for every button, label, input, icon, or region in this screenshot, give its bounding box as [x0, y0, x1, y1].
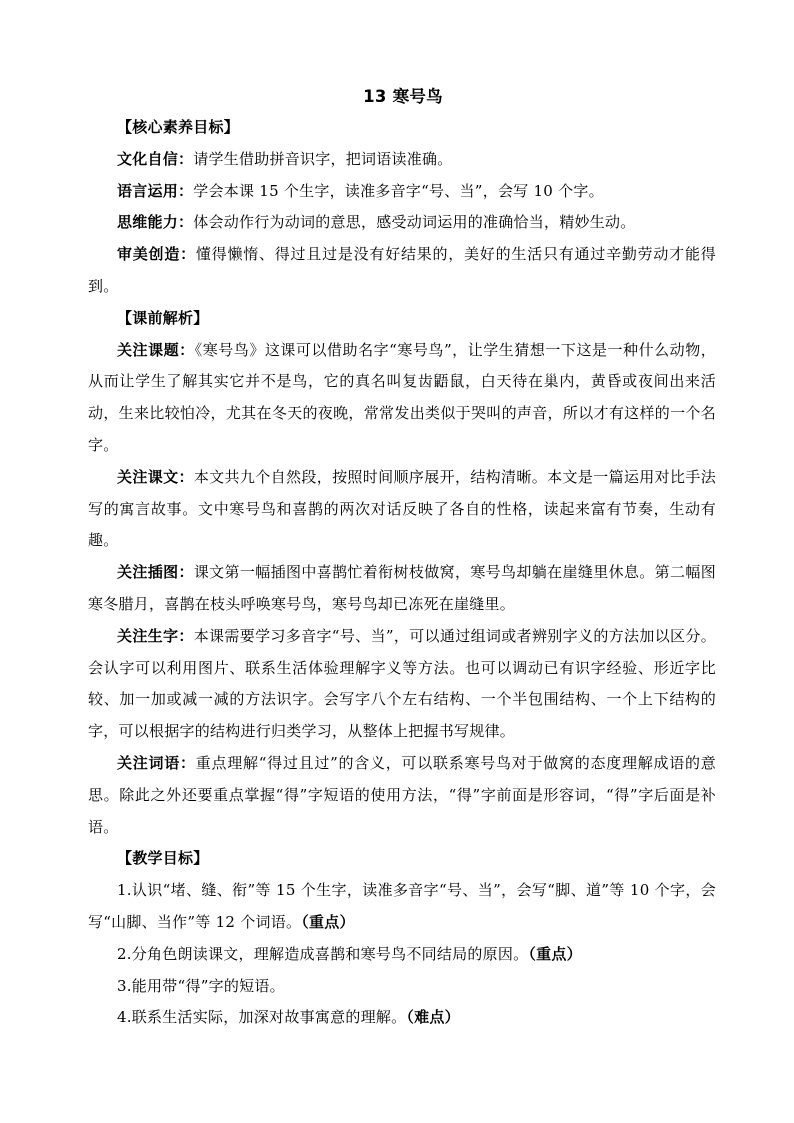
item-label: 关注词语： [117, 753, 196, 772]
item-text: 学会本课 15 个生字，读准多音字“号、当”，会写 10 个字。 [193, 181, 604, 200]
item-label: 文化自信： [117, 149, 194, 168]
item-label: 思维能力： [117, 213, 194, 232]
goal-text: 4.联系生活实际，加深对故事寓意的理解。 [117, 1008, 407, 1027]
goal-text: 1.认识“堵、缝、衔”等 15 个生字，读准多音字“号、当”，会写“脚、道”等 10 个字，会写“山脚、当作”等 12 个词语。 [88, 881, 716, 931]
goal-item [88, 971, 716, 1003]
analysis-item [88, 557, 716, 621]
goal-item [88, 1002, 716, 1034]
analysis-item [88, 748, 716, 843]
item-text: 懂得懒惰、得过且过是没有好结果的，美好的生活只有通过辛勤劳动才能得到。 [88, 245, 716, 295]
section-heading-goals: 【教学目标】 [117, 849, 209, 868]
item-label: 审美创造： [117, 245, 196, 264]
goal-text: 2.分角色朗读课文，理解造成喜鹊和寒号鸟不同结局的原因。 [117, 944, 529, 963]
analysis-item [88, 462, 716, 557]
item-text: 《寒号鸟》这课可以借助名字“寒号鸟”，让学生猜想一下这是一种什么动物，从而让学生了解其实它并不是鸟，它的真名叫复齿鼯鼠，白天待在巢内，黄昏或夜间出来活动，生来比较怕冷，尤其在冬天的夜晚，常常发出类似于哭叫的声音，所以才有这样的一个名字。 [88, 340, 716, 454]
item-text: 本文共九个自然段，按照时间顺序展开，结构清晰。本文是一篇运用对比手法写的寓言故事。文中寒号鸟和喜鹊的两次对话反映了各自的性格，读起来富有节奏，生动有趣。 [88, 467, 716, 550]
goal-item [88, 939, 716, 971]
document-page [88, 82, 716, 1034]
item-label: 关注插图： [117, 563, 194, 582]
core-item [88, 239, 716, 303]
item-label: 关注课文： [117, 467, 194, 486]
goal-item [88, 875, 716, 939]
item-text: 体会动作行为动词的意思，感受动词运用的准确恰当，精妙生动。 [193, 213, 636, 232]
page-title: 13 寒号鸟 [363, 87, 443, 106]
core-item [88, 144, 716, 176]
section-heading-analysis: 【课前解析】 [117, 308, 209, 327]
item-label: 关注课题： [117, 340, 195, 359]
analysis-item [88, 621, 716, 748]
analysis-item [88, 335, 716, 462]
item-label: 语言运用： [117, 181, 194, 200]
item-text: 课文第一幅插图中喜鹊忙着衔树枝做窝，寒号鸟却躺在崖缝里休息。第二幅图寒冬腊月，喜鹊在枝头呼唤寒号鸟，寒号鸟却已冻死在崖缝里。 [88, 563, 716, 613]
goal-tag: （难点） [406, 1008, 460, 1027]
item-text: 重点理解“得过且过”的含义，可以联系寒号鸟对于做窝的态度理解成语的意思。除此之外还要重点掌握“得”字短语的使用方法，“得”字前面是形容词，“得”字后面是补语。 [88, 753, 716, 836]
section-heading-core: 【核心素养目标】 [117, 118, 240, 136]
item-text: 请学生借助拼音识字，把词语读准确。 [193, 149, 453, 168]
item-text: 本课需要学习多音字“号、当”，可以通过组词或者辨别字义的方法加以区分。会认字可以利用图片、联系生活体验理解字义等方法。也可以调动已有识字经验、形近字比较、加一加或减一减的方法识字。会写字八个左右结构、一个半包围结构、一个上下结构的字，可以根据字的结构进行归类学习，从整体上把握书写规律。 [88, 626, 716, 741]
goal-tag: （重点） [528, 944, 582, 963]
core-item [88, 176, 716, 208]
item-label: 关注生字： [117, 626, 194, 645]
goal-text: 3.能用带“得”字的短语。 [117, 976, 285, 995]
core-item [88, 207, 716, 239]
goal-tag: （重点） [301, 912, 355, 931]
